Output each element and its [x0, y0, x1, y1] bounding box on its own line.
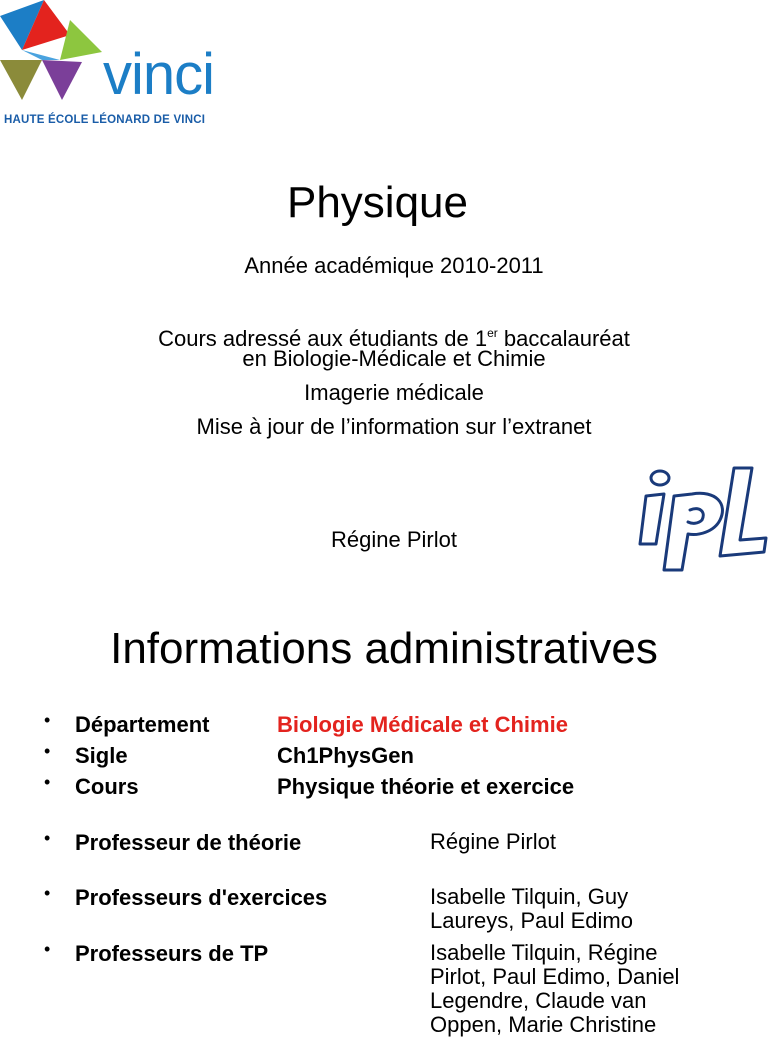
staff-names	[430, 885, 760, 933]
staff-names-line: Pirlot, Paul Edimo, Daniel	[430, 964, 680, 989]
info-row-cours	[0, 774, 768, 800]
info-key: Cours	[75, 774, 139, 799]
info-value: Biologie Médicale et Chimie	[277, 712, 568, 737]
info-value: Ch1PhysGen	[277, 743, 414, 768]
update-line: Mise à jour de l’information sur l’extranet	[196, 414, 592, 439]
staff-names-line: Legendre, Claude van	[430, 988, 647, 1013]
info-key: Sigle	[75, 743, 128, 768]
audience-line-2: en Biologie-Médicale et Chimie	[242, 346, 546, 371]
vinci-tagline: HAUTE ÉCOLE LÉONARD DE VINCI	[4, 114, 206, 126]
staff-role: Professeur de théorie	[75, 830, 302, 855]
staff-row-theory	[0, 830, 768, 856]
ipl-logo-icon	[636, 466, 768, 574]
admin-slide-title: Informations administratives	[110, 624, 658, 673]
bullet-icon: •	[44, 710, 51, 730]
vinci-logo	[0, 0, 235, 135]
bullet-icon: •	[44, 883, 51, 903]
info-row-department	[0, 712, 768, 738]
bullet-icon: •	[44, 828, 51, 848]
staff-names-line: Laureys, Paul Edimo	[430, 908, 633, 933]
info-value: Physique théorie et exercice	[277, 774, 575, 799]
staff-names	[430, 941, 760, 1037]
vinci-wordmark: vinci	[103, 42, 215, 107]
bullet-icon: •	[44, 939, 51, 959]
audience-prefix: Cours adressé aux étudiants de 1	[158, 326, 488, 351]
academic-year: Année académique 2010-2011	[244, 253, 544, 278]
audience-suffix: baccalauréat	[497, 326, 630, 351]
staff-role: Professeurs de TP	[75, 941, 269, 966]
staff-names-line: Isabelle Tilquin, Guy	[430, 884, 629, 909]
info-row-sigle	[0, 743, 768, 769]
audience-superscript: er	[487, 326, 498, 340]
staff-row-tp	[0, 939, 768, 1037]
vinci-triangles-icon	[0, 0, 108, 105]
slide-title: Physique	[286, 178, 468, 227]
info-key: Département	[75, 712, 210, 737]
staff-row-exercises	[0, 883, 768, 933]
imaging-line: Imagerie médicale	[304, 380, 484, 405]
ipl-logo	[636, 466, 768, 574]
bullet-icon: •	[44, 741, 51, 761]
bullet-icon: •	[44, 772, 51, 792]
staff-names-line: Oppen, Marie Christine	[430, 1012, 657, 1037]
author-line: Régine Pirlot	[331, 527, 457, 552]
staff-names: Régine Pirlot	[430, 829, 556, 854]
staff-names-line: Isabelle Tilquin, Régine	[430, 940, 658, 965]
staff-role: Professeurs d'exercices	[75, 885, 328, 910]
